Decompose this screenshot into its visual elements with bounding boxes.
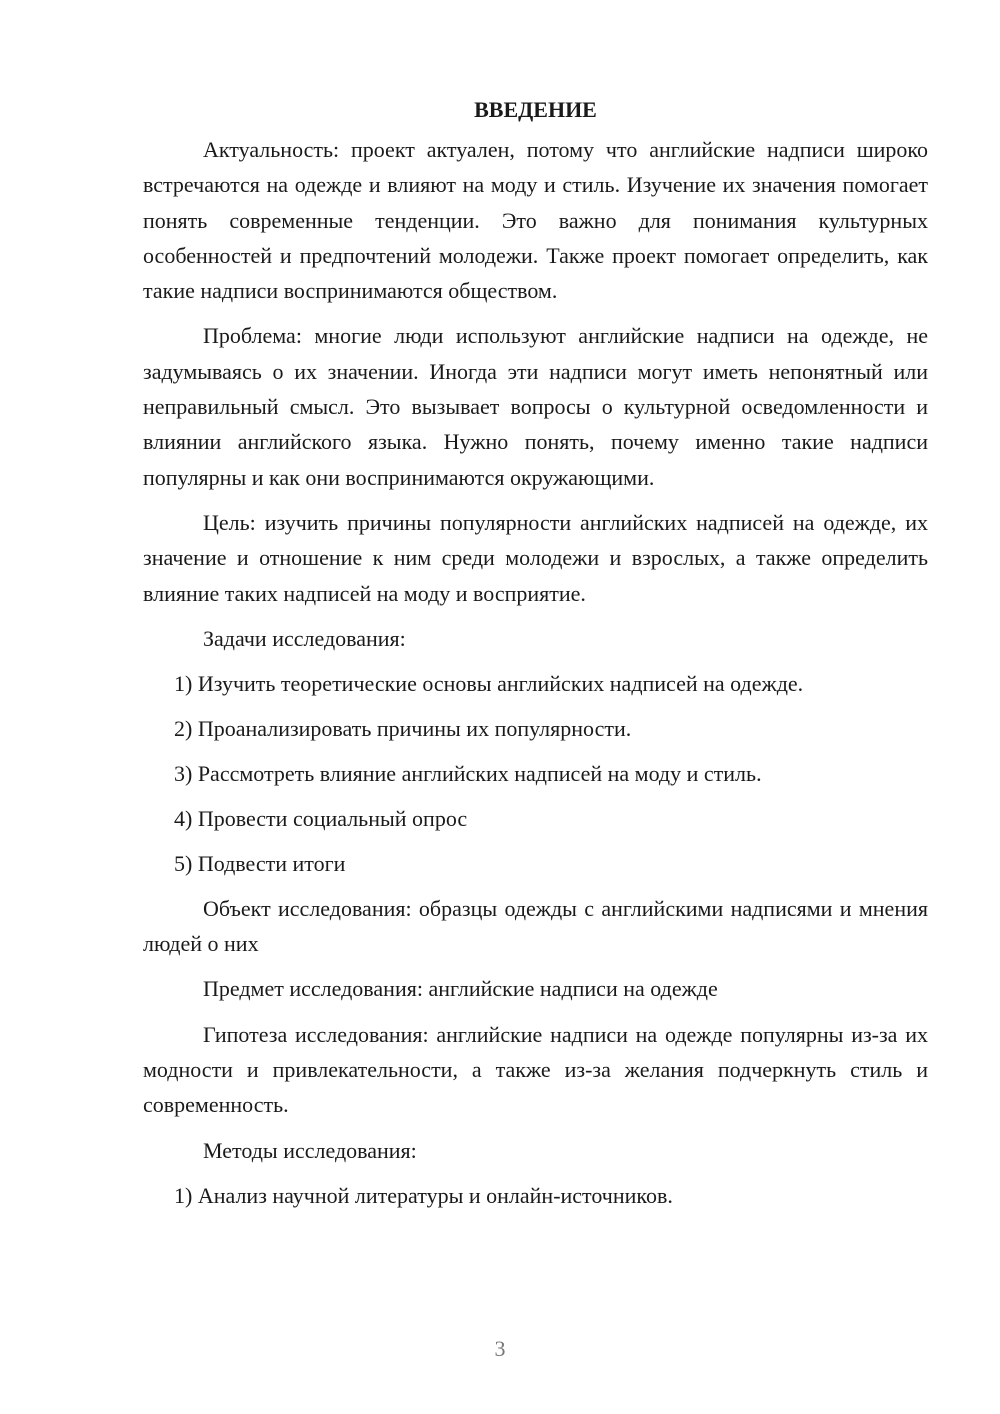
method-item-1: 1) Анализ научной литературы и онлайн-источников. xyxy=(174,1182,673,1208)
task-item-1: 1) Изучить теоретические основы английских надписей на одежде. xyxy=(174,670,804,696)
tasks-heading: Задачи исследования: xyxy=(203,625,406,651)
problem-paragraph: Проблема: многие люди используют английские надписи на одежде, не задумываясь о их значении. Иногда эти надписи могут иметь непонятный или неправильный смысл. Это вызывает вопросы о культурной осведомленности и влиянии английского языка. Нужно понять, почему именно такие надписи популярны и как они воспринимаются окружающими. xyxy=(143,323,928,490)
task-item-3: 3) Рассмотреть влияние английских надписей на моду и стиль. xyxy=(174,760,762,786)
goal-paragraph: Цель: изучить причины популярности английских надписей на одежде, их значение и отношение к ним среди молодежи и взрослых, а также определить влияние таких надписей на моду и восприятие. xyxy=(143,509,928,606)
hypothesis-paragraph: Гипотеза исследования: английские надписи на одежде популярны из-за их модности и привлекательности, а также из-за желания подчеркнуть стиль и современность. xyxy=(143,1021,928,1118)
object-paragraph: Объект исследования: образцы одежды с английскими надписями и мнения людей о них xyxy=(143,895,928,957)
relevance-paragraph: Актуальность: проект актуален, потому что английские надписи широко встречаются на одежде и влияют на моду и стиль. Изучение их значения помогает понять современные тенденции. Это важно для понимания культурных особенностей и предпочтений молодежи. Также проект помогает определить, как такие надписи воспринимаются обществом. xyxy=(143,137,928,304)
section-title: ВВЕДЕНИЕ xyxy=(474,97,597,122)
page-number: 3 xyxy=(494,1336,506,1361)
page-content xyxy=(143,95,928,1223)
task-item-2: 2) Проанализировать причины их популярности. xyxy=(174,715,632,741)
methods-heading: Методы исследования: xyxy=(203,1137,417,1163)
task-item-5: 5) Подвести итоги xyxy=(174,850,346,876)
subject-paragraph: Предмет исследования: английские надписи на одежде xyxy=(203,976,718,1002)
task-item-4: 4) Провести социальный опрос xyxy=(174,805,468,831)
